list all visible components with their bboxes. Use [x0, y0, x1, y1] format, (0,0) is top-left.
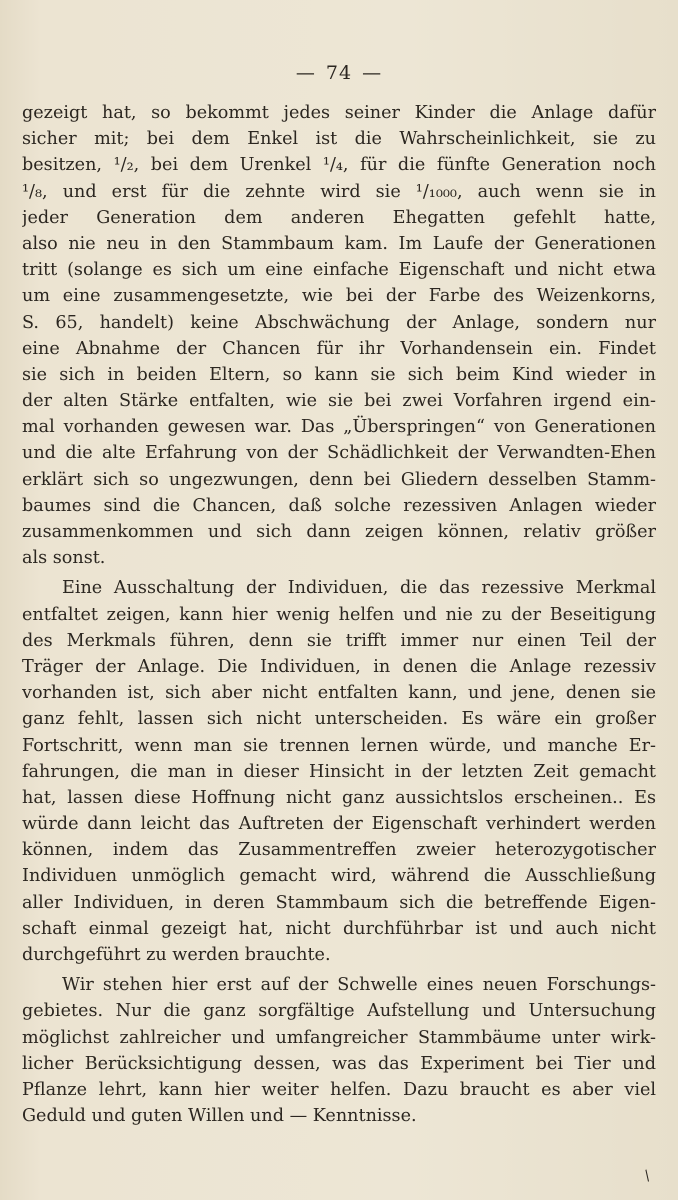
text-line: also nie neu in den Stammbaum kam. Im Laufe der Generationen	[22, 233, 656, 254]
text-line: mal vorhanden gewesen war. Das „Überspringen“ von Generationen	[22, 417, 656, 438]
text-line: tritt (solange es sich um eine einfache Eigenschaft und nicht etwa	[22, 260, 656, 281]
text-line: aller Individuen, in deren Stammbaum sich die betreffende Eigen-	[22, 892, 656, 913]
text-line: S. 65, handelt) keine Abschwächung der Anlage, sondern nur	[22, 312, 656, 333]
text-line: schaft einmal gezeigt hat, nicht durchführbar ist und auch nicht	[22, 918, 656, 939]
text-line: jeder Generation dem anderen Ehegatten gefehlt hatte,	[22, 207, 656, 228]
text-line: licher Berücksichtigung dessen, was das Experiment bei Tier und	[22, 1053, 656, 1074]
text-line: würde dann leicht das Auftreten der Eigenschaft verhindert werden	[22, 814, 656, 835]
text-line: fahrungen, die man in dieser Hinsicht in der letzten Zeit gemacht	[22, 761, 656, 782]
ink-mark: /	[641, 1167, 654, 1185]
text-line: hat, lassen diese Hoffnung nicht ganz aussichtslos erscheinen.. Es	[22, 787, 656, 808]
text-line: gezeigt hat, so bekommt jedes seiner Kinder die Anlage dafür	[22, 103, 656, 123]
text-line: gebietes. Nur die ganz sorgfältige Aufstellung und Untersuchung	[22, 1001, 656, 1022]
text-line: erklärt sich so ungezwungen, denn bei Gliedern desselben Stamm-	[22, 469, 656, 490]
text-line: durchgeführt zu werden brauchte.	[22, 945, 331, 965]
text-line: des Merkmals führen, denn sie trifft immer nur einen Teil der	[22, 630, 656, 651]
text-line: zusammenkommen und sich dann zeigen können, relativ größer	[22, 522, 656, 542]
page-number: 74	[325, 62, 353, 84]
text-line: ¹/₈, und erst für die zehnte wird sie ¹/₁₀₀₀, auch wenn sie in	[22, 181, 656, 202]
text-line: Träger der Anlage. Die Individuen, in denen die Anlage rezessiv	[22, 656, 656, 677]
page-number-dash-right: —	[362, 62, 383, 84]
text-line: und die alte Erfahrung von der Schädlichkeit der Verwandten-Ehen	[22, 443, 656, 464]
text-line: baumes sind die Chancen, daß solche rezessiven Anlagen wieder	[22, 495, 656, 516]
page-number-header	[0, 62, 678, 84]
text-line: besitzen, ¹/₂, bei dem Urenkel ¹/₄, für die fünfte Generation noch	[22, 155, 656, 176]
text-line: sicher mit; bei dem Enkel ist die Wahrscheinlichkeit, sie zu	[22, 129, 656, 150]
text-line: Pflanze lehrt, kann hier weiter helfen. Dazu braucht es aber viel	[22, 1079, 656, 1100]
text-line: als sonst.	[22, 548, 106, 569]
text-line: ganz fehlt, lassen sich nicht unterscheiden. Es wäre ein großer	[22, 709, 656, 730]
text-line: der alten Stärke entfalten, wie sie bei zwei Vorfahren irgend ein-	[22, 391, 656, 412]
text-line: sie sich in beiden Eltern, so kann sie sich beim Kind wieder in	[22, 364, 656, 385]
page-number-dash-left: —	[295, 62, 316, 84]
text-line: Geduld und guten Willen und — Kenntnisse.	[22, 1106, 417, 1127]
text-line: Eine Ausschaltung der Individuen, die das rezessive Merkmal	[62, 578, 656, 599]
text-line: Fortschritt, wenn man sie trennen lernen würde, und manche Er-	[22, 735, 656, 756]
body-text	[22, 100, 656, 1129]
text-line: um eine zusammengesetzte, wie bei der Farbe des Weizenkorns,	[22, 286, 656, 307]
text-line: möglichst zahlreicher und umfangreicher Stammbäume unter wirk-	[22, 1027, 656, 1048]
text-line: Individuen unmöglich gemacht wird, während die Ausschließung	[22, 866, 656, 887]
text-line: entfaltet zeigen, kann hier wenig helfen und nie zu der Beseitigung	[22, 604, 656, 625]
text-line: eine Abnahme der Chancen für ihr Vorhandensein ein. Findet	[22, 338, 656, 359]
text-line: vorhanden ist, sich aber nicht entfalten kann, und jene, denen sie	[22, 683, 656, 704]
text-line: können, indem das Zusammentreffen zweier heterozygotischer	[22, 840, 656, 861]
text-line: Wir stehen hier erst auf der Schwelle eines neuen Forschungs-	[62, 975, 656, 996]
